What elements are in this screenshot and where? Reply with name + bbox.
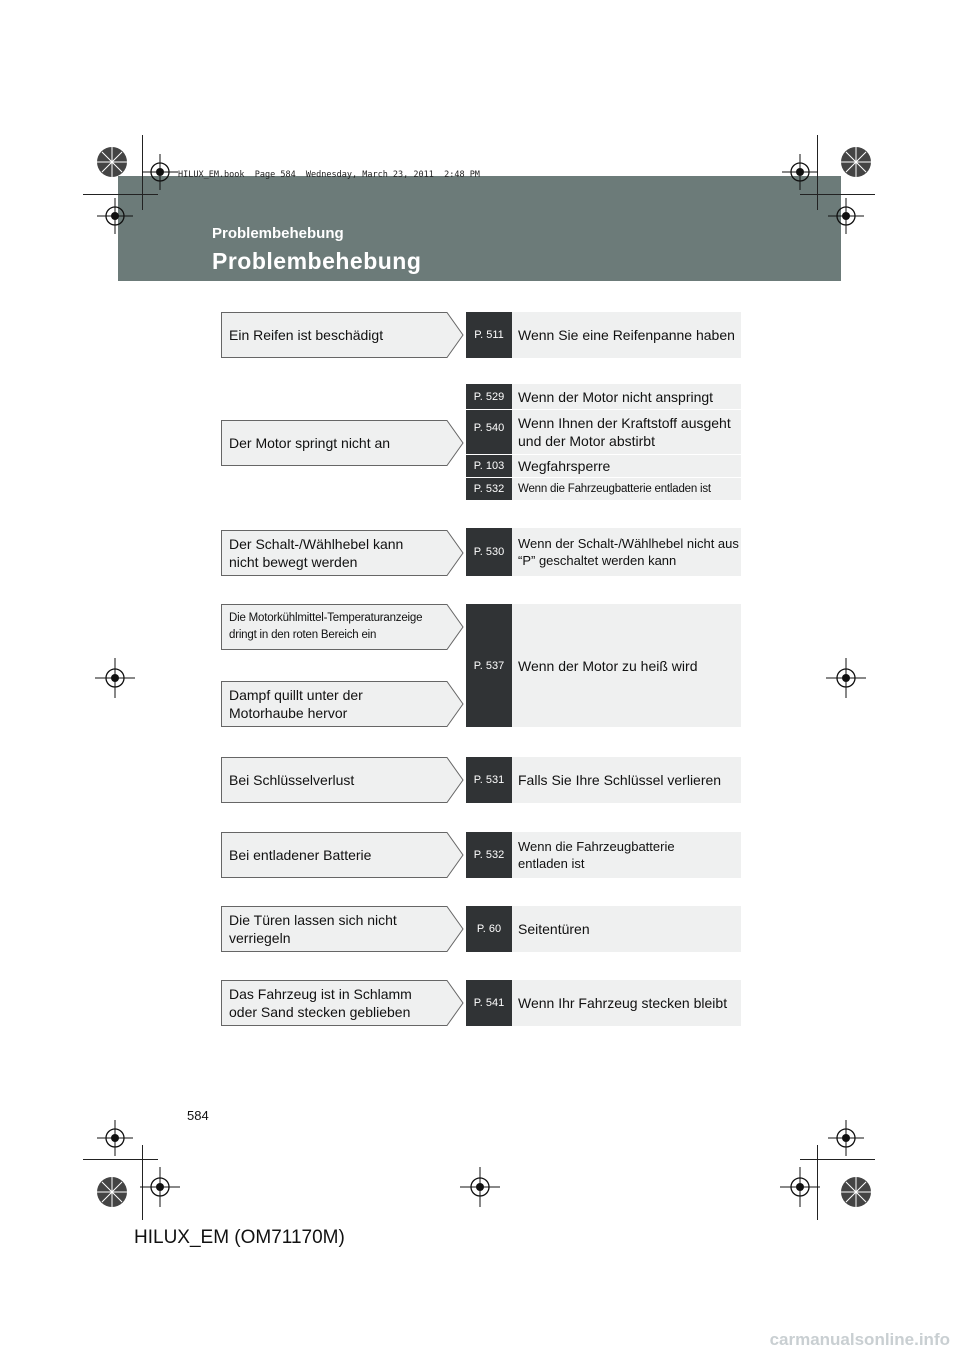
result-label: Wenn der Schalt-/Wählhebel nicht aus “P” geschaltet werden kann: [512, 528, 741, 576]
cause-box: [221, 757, 464, 803]
cause-label: Der Schalt-/Wählhebel kann nicht bewegt werden: [229, 536, 404, 570]
cause-box: [221, 530, 464, 576]
crosshair-icon: [780, 152, 820, 192]
page-reference: P. 537: [466, 604, 512, 727]
section-subtitle: Problembehebung: [212, 225, 344, 242]
crosshair-icon: [95, 658, 135, 698]
page-reference: P. 531: [466, 757, 512, 803]
crosshair-icon: [140, 1167, 180, 1207]
manual-code: HILUX_EM (OM71170M): [134, 1227, 345, 1248]
cause-box: [221, 312, 464, 358]
watermark: carmanualsonline.info: [769, 1330, 950, 1349]
crosshair-icon: [780, 1167, 820, 1207]
page-reference: P. 541: [466, 980, 512, 1026]
crop-line: [800, 194, 875, 195]
page-reference: P. 529: [466, 384, 512, 409]
result-label: Falls Sie Ihre Schlüssel verlieren: [512, 757, 741, 803]
result-label: Wenn die Fahrzeugbatterie entladen ist: [512, 478, 741, 500]
page-reference: P. 103: [466, 455, 512, 477]
cause-box: [221, 604, 464, 650]
result-label: Wegfahrsperre: [512, 455, 741, 477]
crosshair-icon: [95, 196, 135, 236]
registration-mark-icon: [834, 140, 878, 184]
page-number: 584: [187, 1108, 209, 1123]
print-stamp: HILUX_EM.book Page 584 Wednesday, March 23, 2011 2:48 PM: [178, 170, 480, 180]
cause-label: Dampf quillt unter der Motorhaube hervor: [229, 687, 363, 721]
page-reference: P. 60: [466, 906, 512, 952]
result-label: Wenn der Motor zu heiß wird: [512, 604, 741, 727]
result-label: Wenn Ihnen der Kraftstoff ausgeht und der Motor abstirbt: [512, 410, 741, 454]
crop-line: [83, 194, 158, 195]
crop-line: [800, 1159, 875, 1160]
page-reference: P. 532: [466, 478, 512, 500]
registration-mark-icon: [90, 1170, 134, 1214]
crosshair-icon: [140, 152, 180, 192]
result-label: Seitentüren: [512, 906, 741, 952]
page-reference: P. 511: [466, 312, 512, 358]
cause-box: [221, 832, 464, 878]
crosshair-icon: [95, 1118, 135, 1158]
result-label: Wenn die Fahrzeugbatterie entladen ist: [512, 832, 741, 878]
result-label: Wenn der Motor nicht anspringt: [512, 384, 741, 409]
registration-mark-icon: [834, 1170, 878, 1214]
crosshair-icon: [826, 196, 866, 236]
cause-box: [221, 420, 464, 466]
crosshair-icon: [826, 658, 866, 698]
cause-box: [221, 980, 464, 1026]
cause-label: Ein Reifen ist beschädigt: [229, 327, 384, 343]
page-reference: P. 530: [466, 528, 512, 576]
cause-label: Die Türen lassen sich nicht verriegeln: [229, 912, 397, 946]
crop-line: [83, 1159, 158, 1160]
cause-label: Bei entladener Batterie: [229, 847, 372, 863]
page-reference: P. 532: [466, 832, 512, 878]
cause-label: Der Motor springt nicht an: [229, 435, 391, 451]
cause-box: [221, 681, 464, 727]
page-title: Problembehebung: [212, 248, 422, 274]
result-label: Wenn Sie eine Reifenpanne haben: [512, 312, 741, 358]
crosshair-icon: [826, 1118, 866, 1158]
cause-box: [221, 906, 464, 952]
cause-label: Die Motorkühlmittel-Temperaturanzeige dringt in den roten Bereich ein: [229, 612, 423, 641]
crosshair-icon: [460, 1167, 500, 1207]
result-label: Wenn Ihr Fahrzeug stecken bleibt: [512, 980, 741, 1026]
registration-mark-icon: [90, 140, 134, 184]
cause-label: Das Fahrzeug ist in Schlamm oder Sand stecken geblieben: [229, 986, 412, 1020]
cause-label: Bei Schlüsselverlust: [229, 772, 355, 788]
page-reference: P. 540: [466, 410, 512, 454]
